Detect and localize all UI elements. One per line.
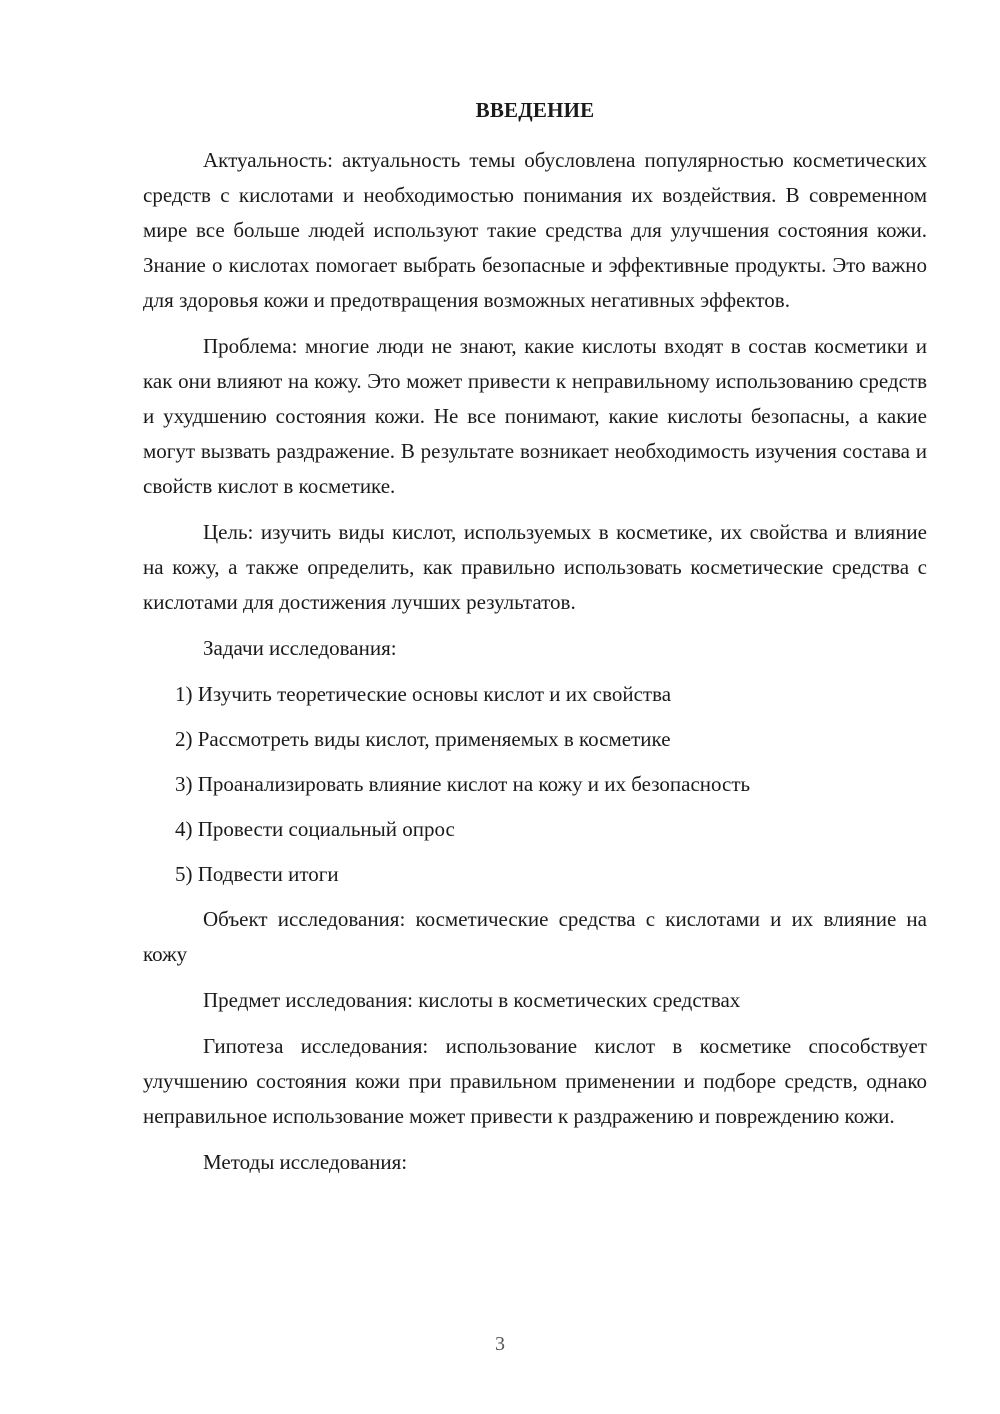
list-item: 4) Провести социальный опрос: [175, 817, 455, 841]
tasks-list: [143, 677, 927, 892]
object-paragraph: Объект исследования: косметические средства с кислотами и их влияние на кожу: [143, 907, 927, 966]
hypothesis-paragraph: Гипотеза исследования: использование кислот в косметике способствует улучшению состояния кожи при правильном применении и подборе средств, однако неправильное использование может привести к раздражению и повреждению кожи.: [143, 1034, 927, 1128]
goal-paragraph: Цель: изучить виды кислот, используемых в косметике, их свойства и влияние на кожу, а также определить, как правильно использовать косметические средства с кислотами для достижения лучших результатов.: [143, 520, 927, 614]
page-number: 3: [495, 1333, 505, 1355]
list-item: 1) Изучить теоретические основы кислот и их свойства: [175, 682, 672, 706]
tasks-heading: Задачи исследования:: [203, 636, 397, 660]
list-item: 5) Подвести итоги: [175, 862, 339, 886]
relevance-paragraph: Актуальность: актуальность темы обусловлена популярностью косметических средств с кислотами и необходимостью понимания их воздействия. В современном мире все больше людей используют такие средства для улучшения состояния кожи. Знание о кислотах помогает выбрать безопасные и эффективные продукты. Это важно для здоровья кожи и предотвращения возможных негативных эффектов.: [143, 148, 927, 312]
methods-heading: Методы исследования:: [203, 1150, 408, 1174]
subject-paragraph: Предмет исследования: кислоты в косметических средствах: [203, 988, 741, 1012]
list-item: 3) Проанализировать влияние кислот на кожу и их безопасность: [175, 772, 751, 796]
section-title: ВВЕДЕНИЕ: [475, 98, 595, 122]
document-page: [143, 96, 927, 1191]
list-item: 2) Рассмотреть виды кислот, применяемых в косметике: [175, 727, 671, 751]
problem-paragraph: Проблема: многие люди не знают, какие кислоты входят в состав косметики и как они влияют на кожу. Это может привести к неправильному использованию средств и ухудшению состояния кожи. Не все понимают, какие кислоты безопасны, а какие могут вызвать раздражение. В результате возникает необходимость изучения состава и свойств кислот в косметике.: [143, 334, 927, 498]
